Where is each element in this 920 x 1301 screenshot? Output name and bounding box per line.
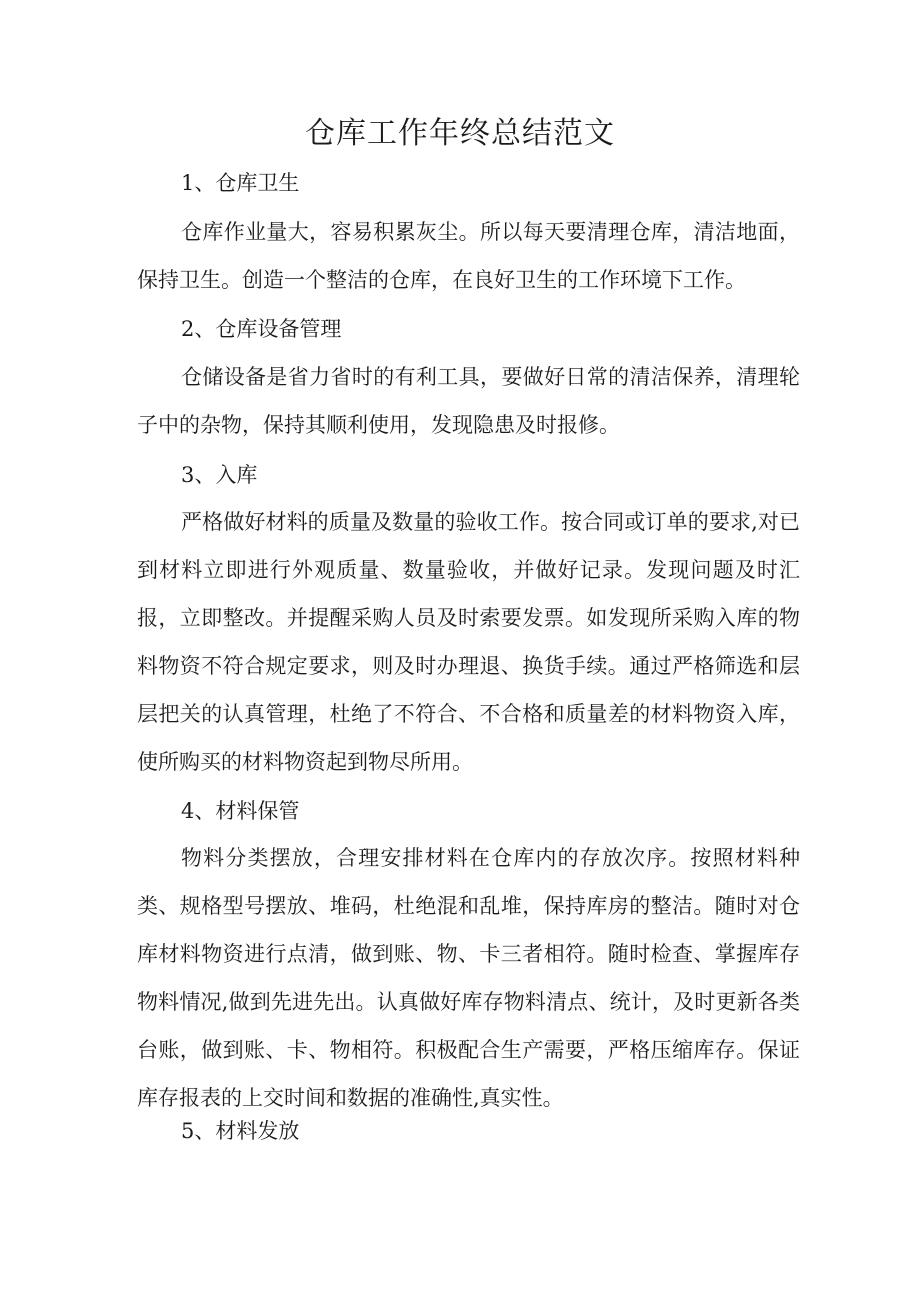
section-heading-4: 4、材料保管 (181, 799, 300, 823)
section-body-4: 物料分类摆放，合理安排材料在仓库内的存放次序。按照材料种类、规格型号摆放、堆码，杜绝混和乱堆，保持库房的整洁。随时对仓库材料物资进行点清，做到账、物、卡三者相符。随时检查、掌握库存物料情况,做到先进先出。认真做好库存物料清点、统计，及时更新各类台账，做到账、卡、物相符。积极配合生产需要，严格压缩库存。保证库存报表的上交时间和数据的准确性,真实性。 (137, 846, 800, 1110)
section-heading-3: 3、入库 (181, 463, 258, 487)
section-body-2: 仓储设备是省力省时的有利工具，要做好日常的清洁保养，清理轮子中的杂物，保持其顺利使用，发现隐患及时报修。 (137, 365, 800, 437)
section-body-3: 严格做好材料的质量及数量的验收工作。按合同或订单的要求,对已到材料立即进行外观质量、数量验收，并做好记录。发现问题及时汇报，立即整改。并提醒采购人员及时索要发票。如发现所采购入库的物料物资不符合规定要求，则及时办理退、换货手续。通过严格筛选和层层把关的认真管理，杜绝了不符合、不合格和质量差的材料物资入库，使所购买的材料物资起到物尽所用。 (137, 510, 800, 774)
section-heading-5: 5、材料发放 (181, 1119, 300, 1143)
section-heading-2: 2、仓库设备管理 (181, 317, 342, 341)
section-heading-1: 1、仓库卫生 (181, 171, 300, 195)
section-body-1: 仓库作业量大，容易积累灰尘。所以每天要清理仓库，清洁地面，保持卫生。创造一个整洁的仓库，在良好卫生的工作环境下工作。 (137, 220, 800, 292)
document-title: 仓库工作年终总结范文 (305, 116, 615, 151)
